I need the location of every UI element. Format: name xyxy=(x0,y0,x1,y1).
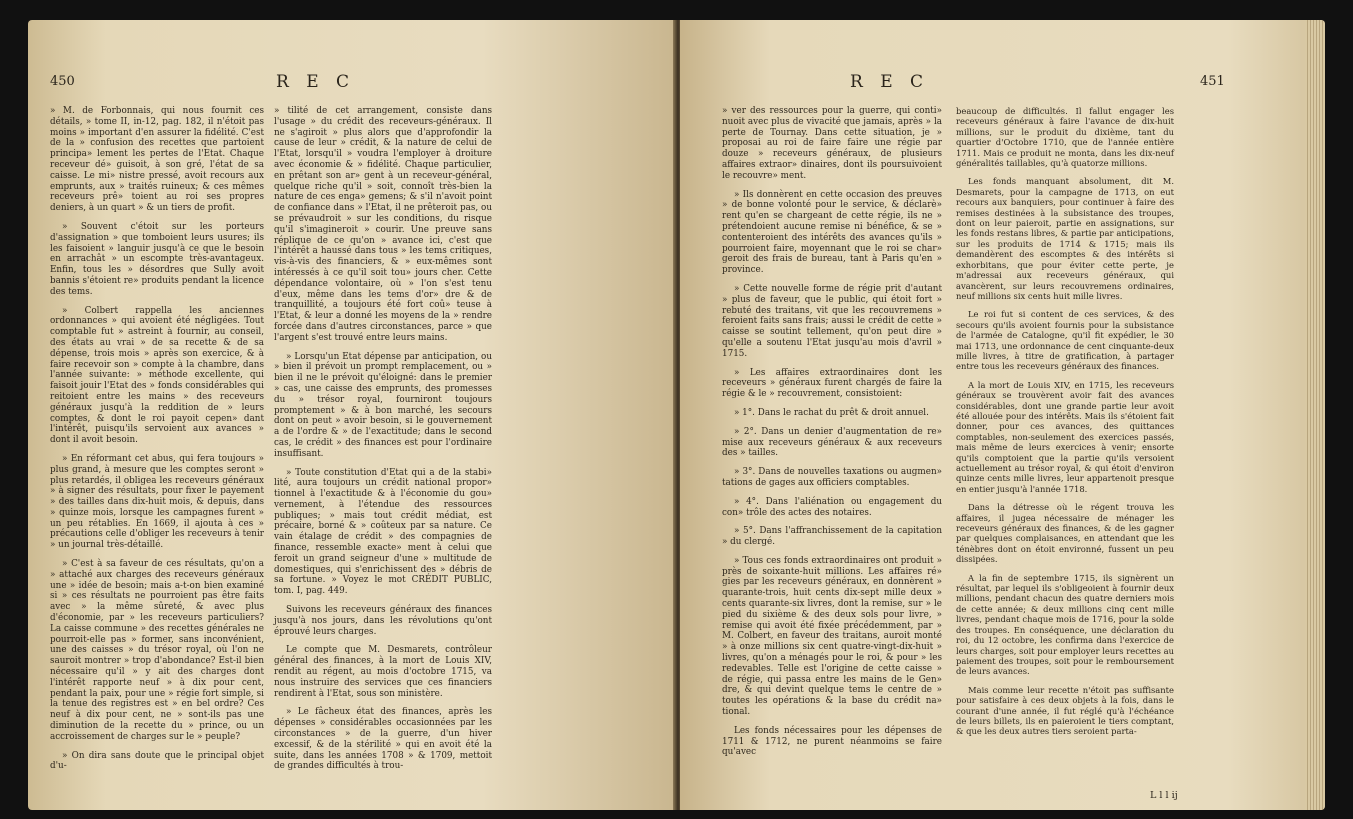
paragraph: » Tous ces fonds extraordinaires ont produit » près de soixante-huit millions. Les affaires ré» gies par les receveurs généraux, en donnèrent » quarante-trois, huit cents dix-sept mille deux » cents quarante-six livres, dont la remise, sur » le pied du sixième & des deux sols pour livre, » remise qui avoit été fixée précédemment, par » M. Colbert, en faveur des traitans, auroit monté » à onze millions six cent quatre-vingt-dix-huit » livres, qu'on a ménagés pour le roi, & pour » les redevables. Telle est l'origine de cette caisse » de régie, qui passa entre les mains de le Gen» dre, & qui devint quelque tems le centre de » toutes les opérations & la base du crédit na» tional. xyxy=(722,555,942,718)
paragraph: beaucoup de difficultés. Il fallut engager les receveurs généraux à faire l'avance de dix-huit millions, sur le produit du dixième, tant du quartier d'Octobre 1710, que de l'année entière 1711. Mais ce produit ne monta, dans les dix-neuf généralités taillables, qu'à quatorze millions. xyxy=(956,106,1174,169)
paragraph: » C'est à sa faveur de ces résultats, qu'on a » attaché aux charges des receveurs généraux une » idée de besoin; mais a-t-on bien examiné si » ces résultats ne pourroient pas être faits avec » la même sûreté, & avec plus d'économie, par » les receveurs particuliers? La caisse commune » des recettes générales ne pourroit-elle pas » former, sans inconvénient, une des caisses » du trésor royal, où l'on ne sauroit montrer » trop d'abondance? Est-il bien nécessaire qu'il » y ait des charges dont l'intérêt rapporte neuf » à dix pour cent, pendant la paix, pour une » régie fort simple, si la tenue des registres est » en bel ordre? Ces neuf à dix pour cent, ne » sont-ils pas une diminution de la recette du » prince, ou un accroissement de charges sur le » peuple? xyxy=(50,559,264,742)
left-running-head: R E C xyxy=(276,72,356,92)
left-page xyxy=(28,20,676,810)
paragraph: » Colbert rappella les anciennes ordonnances » qui avoient été négligées. Tout comptable fut » astreint à fournir, au conseil, des états au vrai » de sa recette & de sa dépense, trois mois » après son exercice, & à faire recevoir son » compte à la chambre, dans l'année suivante: » méthode excellente, qui faisoit jouir l'Etat des » fonds considérables qui reitoient entre les mains » des receveurs généraux jusqu'à la reddition de » leurs comptes, & dont le roi payoit cepen» dant l'intérêt, puisqu'ils servoient aux avances » dont il avoit besoin. xyxy=(50,305,264,446)
right-page-number: 451 xyxy=(1200,74,1225,89)
left-column-1 xyxy=(50,106,264,780)
paragraph: » Les affaires extraordinaires dont les receveurs » généraux furent chargés de faire la régie & le » recouvrement, consistoient: xyxy=(722,367,942,400)
paragraph: » 5°. Dans l'affranchissement de la capitation » du clergé. xyxy=(722,526,942,548)
paragraph: A la mort de Louis XIV, en 1715, les receveurs généraux se trouvèrent avoir fait des avances considérables, dont une grande partie leur avoit été allouée pour des intérêts. Mais ils s'étoient fait donner, pour ces avances, des quittances comptables, non-seulement des exercices passés, mais même de leurs exercices à venir; ensorte qu'ils comptoient que la partie qu'ils versoient actuellement au trésor royal, & qui étoit d'environ quinze cents mille livres, leur appartenoit presque en entier jusqu'à l'année 1718. xyxy=(956,379,1174,494)
paragraph: » tilité de cet arrangement, consiste dans l'usage » du crédit des receveurs-généraux. Il ne s'agiroit » plus alors que d'approfondir la cause de leur » crédit, & la nature de celui de l'Etat, lorsqu'il » voudra l'employer à droiture avec économie & » fidélité. Chaque particulier, en prêtant son ar» gent à un receveur-général, quelque riche qu'il » soit, connoît très-bien la nature de ces enga» gemens; & s'il n'avoit point de confiance dans » l'Etat, il ne prêteroit pas, ou se prévaudroit » sur les conditions, du risque qu'il s'imagineroit » courir. Une preuve sans réplique de ce qu'on » avance ici, c'est que l'intérêt a haussé dans tous » les tems critiques, vis-à-vis des financiers, & » eux-mêmes sont intéressés à ce qu'il soit tou» jours cher. Cette dépendance volontaire, où » l'on s'est tenu d'eux, même dans les tems d'or» dre & de tranquillité, a toujours été fort coû» teuse à l'Etat, & leur a donné les moyens de la » rendre forcée dans d'autres circonstances, parce » que l'argent s'est trouvé entre leurs mains. xyxy=(274,106,492,343)
page-edges xyxy=(1305,20,1325,810)
paragraph: Suivons les receveurs généraux des finances jusqu'à nos jours, dans les révolutions qu'ont éprouvé leurs charges. xyxy=(274,605,492,637)
paragraph: » Lorsqu'un Etat dépense par anticipation, ou » bien il prévoit un prompt remplacement, ou » bien il ne le prévoit qu'éloigné: dans le premier » cas, une caisse des emprunts, des promesses du » trésor royal, fourniront toujours promptement » & à bon marché, les secours dont on peut » avoir besoin, si le gouvernement a de l'ordre & » de l'exactitude; dans le second cas, le crédit » des finances est pour l'ordinaire insuffisant. xyxy=(274,351,492,459)
paragraph: » 4°. Dans l'aliénation ou engagement du con» trôle des actes des notaires. xyxy=(722,496,942,518)
paragraph: » 3°. Dans de nouvelles taxations ou augmen» tations de gages aux officiers comptables. xyxy=(722,467,942,488)
paragraph: » Cette nouvelle forme de régie prit d'autant » plus de faveur, que le public, qui étoit fort » rebuté des traitans, vit que les recouvremens » feroient faits sans frais; aussi le crédit de cette » caisse se soutint tellement, qu'on peut dire » qu'elle a soutenu l'Etat jusqu'au mois d'avril » 1715. xyxy=(722,283,942,359)
paragraph: » Souvent c'étoit sur les porteurs d'assignation » que tomboient leurs usures; ils les faisoient » languir jusqu'à ce que le besoin en arrachât » un escompte très-avantageux. Enfin, tous les » désordres que Sully avoit bannis s'étoient re» produits pendant la licence des tems. xyxy=(50,221,264,297)
signature-mark: L l l ij xyxy=(1150,790,1178,801)
book-spread xyxy=(28,20,1325,810)
right-page xyxy=(680,20,1325,810)
paragraph: » ver des ressources pour la guerre, qui conti» nuoit avec plus de vivacité que jamais, après » la perte de Tournay. Dans cette situation, je » proposai au roi de faire faire une régie par douze » receveurs généraux, de plusieurs affaires extraor» dinaires, dont ils poursuivoient le recouvre» ment. xyxy=(722,106,942,181)
paragraph: Dans la détresse où le régent trouva les affaires, il jugea nécessaire de ménager les receveurs généraux des finances, & de les gagner par quelques complaisances, en attendant que les ténèbres dont on étoit environné, fussent un peu dissipées. xyxy=(956,502,1174,565)
paragraph: Les fonds nécessaires pour les dépenses de 1711 & 1712, ne purent néanmoins se faire qu'avec xyxy=(722,725,942,758)
right-running-head: R E C xyxy=(850,72,930,92)
paragraph: A la fin de septembre 1715, ils signèrent un résultat, par lequel ils s'obligeoient à fournir deux millions, pendant chacun des quatre derniers mois de cette année; & deux millions cinq cent mille livres, pendant chaque mois de 1716, pour la solde des troupes. En conséquence, une déclaration du roi, du 12 octobre, les confirma dans l'exercice de leurs charges, soit pour employer leurs recettes au paiement des troupes, soit pour le remboursement de leurs avances. xyxy=(956,572,1174,677)
paragraph: Le compte que M. Desmarets, contrôleur général des finances, à la mort de Louis XIV, rendit au régent, au mois d'octobre 1715, va nous instruire des services que ces financiers rendirent à l'Etat, sous son ministère. xyxy=(274,645,492,699)
paragraph: » M. de Forbonnais, qui nous fournit ces détails, » tome II, in-12, pag. 182, il n'étoit pas moins » important d'en assurer la fidélité. C'est de la » confusion des recettes que partoient principa» lement les pertes de l'Etat. Chaque receveur dé» guisoit, à son gré, l'état de sa caisse. Le mi» nistre pressé, avoit recours aux emprunts, aux » traités ruineux; & ces mêmes receveurs prê» toient au roi ses propres deniers, à un quart » & un tiers de profit. xyxy=(50,106,264,214)
paragraph: » On dira sans doute que le principal objet d'u- xyxy=(50,750,264,772)
paragraph: » 1°. Dans le rachat du prêt & droit annuel. xyxy=(734,407,929,418)
right-column-2 xyxy=(956,106,1174,745)
left-page-number: 450 xyxy=(50,74,75,89)
paragraph: » Ils donnèrent en cette occasion des preuves » de bonne volonté pour le service, & déclarè» rent qu'en se chargeant de cette régie, ils ne » prétendoient aucune remise ni bénéfice, & se » contenteroient des intérêts des avances qu'ils » pourroient faire, moyennant que le roi se char» geroit des frais de bureau, tant à Paris qu'en » province. xyxy=(722,189,942,276)
paragraph: » 2°. Dans un denier d'augmentation de re» mise aux receveurs généraux & aux receveurs des » tailles. xyxy=(722,426,942,459)
left-column-2 xyxy=(274,106,492,780)
paragraph: » En réformant cet abus, qui fera toujours » plus grand, à mesure que les comptes seront » plus retardés, il obligea les receveurs généraux » à signer des résultats, pour fixer le payement » des tailles dans dix-huit mois, & depuis, dans » quinze mois, lorsque les campagnes furent » un peu rétablies. En 1669, il ajouta à ces » précautions celle d'obliger les receveurs à tenir » un journal très-détaillé. xyxy=(50,453,264,551)
paragraph: » Le fâcheux état des finances, après les dépenses » considérables occasionnées par les circonstances » de la guerre, d'un hiver excessif, & de la stérilité » qui en avoit été la suite, dans les années 1708 » & 1709, mettoit de grandes difficultés à trou- xyxy=(274,707,492,772)
paragraph: Mais comme leur recette n'étoit pas suffisante pour satisfaire à ces deux objets à la fois, dans le courant d'une année, il fut réglé qu'à l'échéance de leurs billets, ils en paieroient le tiers comptant, & que les deux autres tiers seroient parta- xyxy=(956,684,1174,737)
paragraph: » Toute constitution d'Etat qui a de la stabi» lité, aura toujours un crédit national propor» tionnel à l'exactitude & à l'économie du gou» vernement, à l'étendue des ressources publiques; » mais tout crédit médiat, est précaire, borné & » coûteux par sa nature. Ce vain étalage de crédit » des compagnies de finance, ressemble exacte» ment à celui que feroit un grand seigneur d'une » multitude de domestiques, qui s'enrichissent des » débris de sa fortune. » Voyez le mot CRÉDIT PUBLIC, tom. I, pag. 449. xyxy=(274,467,492,597)
right-column-1 xyxy=(722,106,942,766)
paragraph: Le roi fut si content de ces services, & des secours qu'ils avoient fournis pour la subsistance de l'armée de Catalogne, qu'il fit expédier, le 30 mai 1713, une ordonnance de cent cinquante-deux mille livres, à titre de gratification, à partager entre tous les receveurs généraux des finances. xyxy=(956,309,1174,372)
paragraph: Les fonds manquant absolument, dit M. Desmarets, pour la campagne de 1713, on eut recours aux banquiers, pour continuer à faire des remises destinées à la subsistance des troupes, dont on leur paieroit, partie en assignations, sur les fonds restans libres, & partie par anticipations, sur les produits de 1714 & 1715; mais ils demandèrent des escomptes & des intérêts si exhorbitans, que pour éviter cette perte, je m'adressai aux receveurs généraux, qui avancèrent, sur leurs recouvremens ordinaires, neuf millions six cents huit mille livres. xyxy=(956,176,1174,301)
